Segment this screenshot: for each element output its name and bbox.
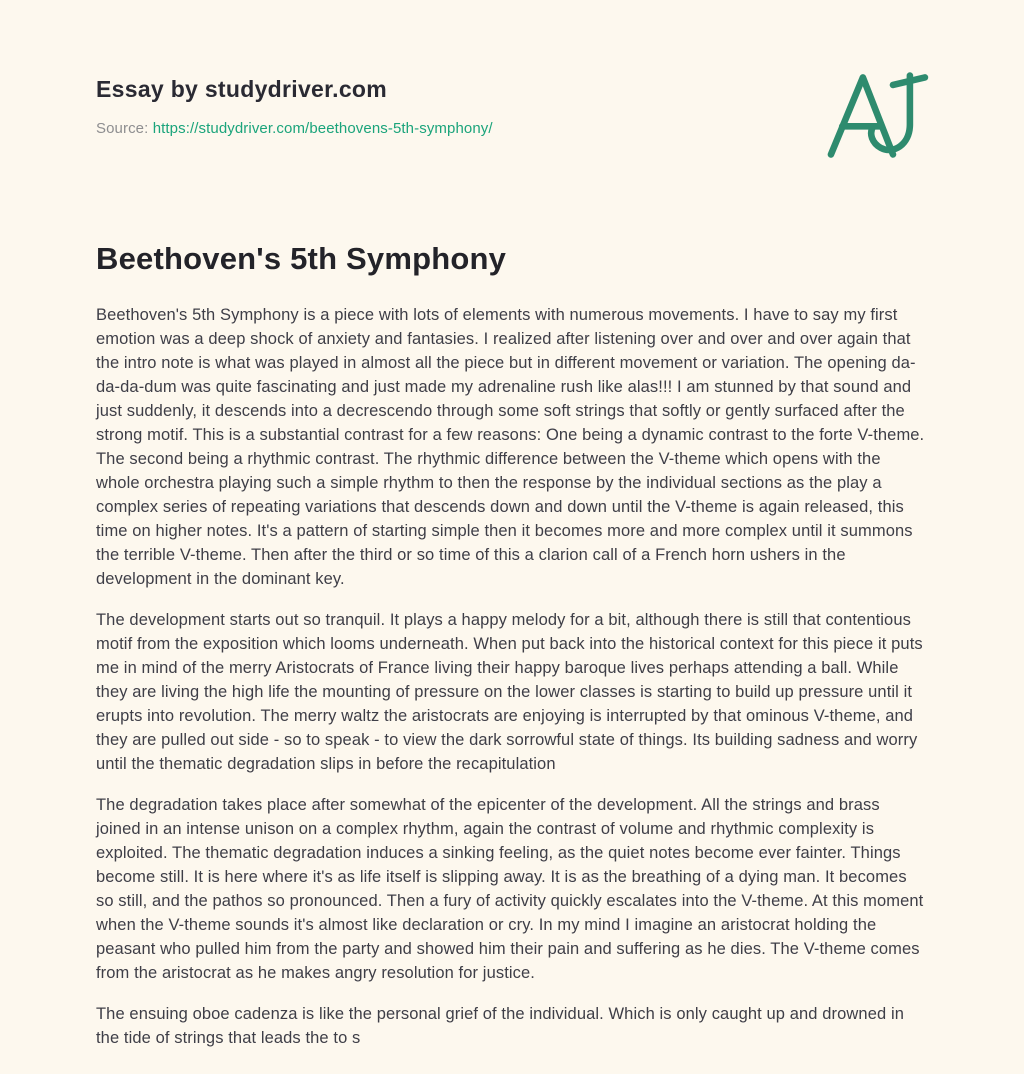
essay-paragraph-2: The development starts out so tranquil. It plays a happy melody for a bit, although there is still that contentious motif from the exposition which looms underneath. When put back into the historical context for this piece it puts me in mind of the merry Aristocrats of France living their happy baroque lives perhaps attending a ball. While they are living the high life the mounting of pressure on the lower classes is starting to build up pressure until it erupts into revolution. The merry waltz the aristocrats are enjoying is interrupted by that ominous V-theme, and they are pulled out side - so to speak - to view the dark sorrowful state of things. Its building sadness and worry until the thematic degradation slips in before the recapitulation [96,611,923,773]
essay-paragraph-3: The degradation takes place after somewhat of the epicenter of the development. All the strings and brass joined in an intense unison on a complex rhythm, again the contrast of volume and rhythmic complexity is exploited. The thematic degradation induces a sinking feeling, as the quiet notes become ever fainter. Things become still. It is here where it's as life itself is slipping away. It is as the breathing of a dying man. It becomes so still, and the pathos so pronounced. Then a fury of activity quickly escalates into the V-theme. At this moment when the V-theme sounds it's almost like declaration or cry. In my mind I imagine an aristocrat holding the peasant who pulled him from the party and showed him their pain and suffering as he dies. The V-theme comes from the aristocrat as he makes angry resolution for justice. [96,796,924,982]
source-link[interactable]: https://studydriver.com/beethovens-5th-symphony/ [152,120,493,137]
logo-letter-j-cross [893,77,925,85]
essay-byline: Essay by studydriver.com [96,76,388,102]
essay-body [96,303,928,1050]
logo-letter-a [831,77,893,154]
essay-paragraph-1: Beethoven's 5th Symphony is a piece with lots of elements with numerous movements. I have to say my first emotion was a deep shock of anxiety and fantasies. I realized after listening over and over and over again that the intro note is what was played in almost all the piece but in different movement or variation. The opening da-da-da-dum was quite fascinating and just made my adrenaline rush like alas!!! I am stunned by that sound and just suddenly, it descends into a decrescendo through some soft strings that softly or gently surfaced after the strong motif. This is a substantial contrast for a few reasons: One being a dynamic contrast to the forte V-theme. The second being a rhythmic contrast. The rhythmic difference between the V-theme which opens with the whole orchestra playing such a simple rhythm to then the response by the individual sections as the play a complex series of repeating variations that descends down and down until the V-theme is again released, this time on higher notes. It's a pattern of starting simple then it becomes more and more complex until it summons the terrible V-theme. Then after the third or so time of this a clarion call of a French horn ushers in the development in the dominant key. [96,306,925,588]
essay-title: Beethoven's 5th Symphony [96,241,507,276]
source-row [96,120,928,137]
studydriver-logo-icon [824,68,930,162]
source-label: Source: [96,120,149,137]
essay-paragraph-4: The ensuing oboe cadenza is like the personal grief of the individual. Which is only caught up and drowned in the tide of strings that leads the to s [96,1005,904,1047]
